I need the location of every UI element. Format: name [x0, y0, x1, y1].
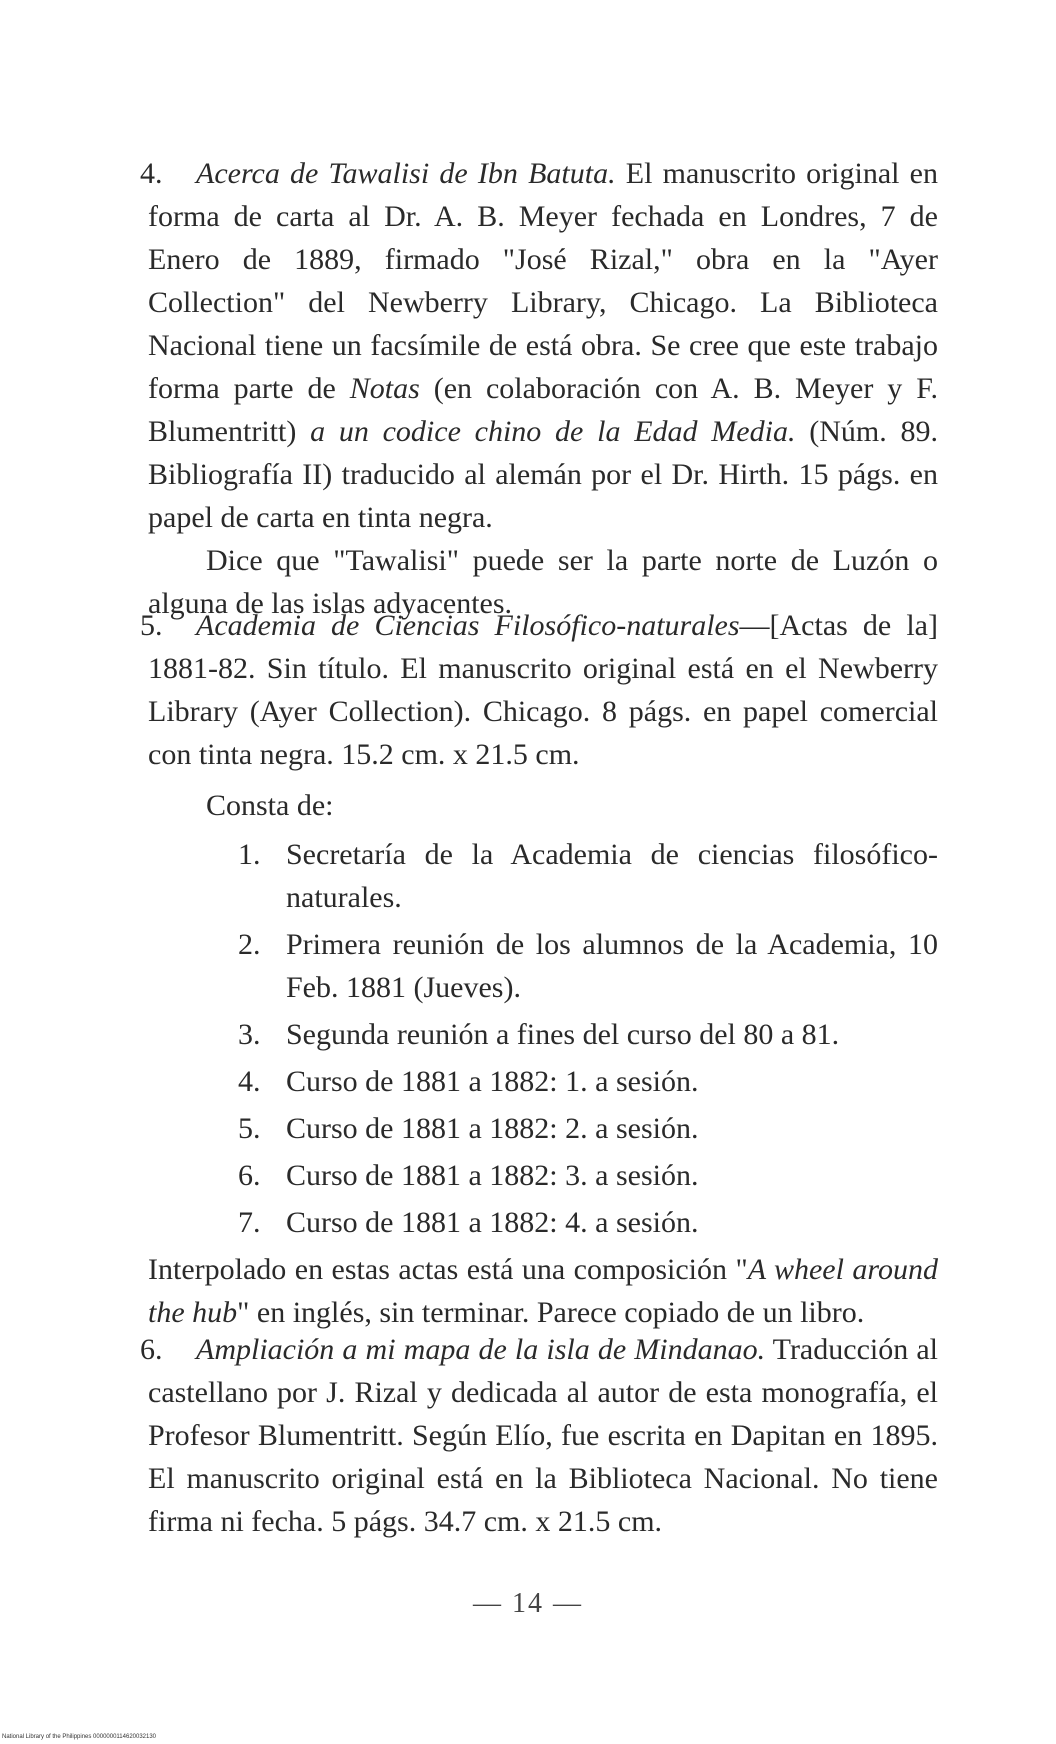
entry-title: Ampliación a mi mapa de la isla de Mindanao.	[196, 1333, 766, 1366]
entry-text: " en inglés, sin terminar. Parece copiado de un libro.	[237, 1296, 865, 1329]
list-item	[238, 1201, 938, 1244]
entry-text: (en colaboración con A. B. Meyer y F. Blumentritt)	[148, 372, 939, 448]
contents-list	[148, 833, 938, 1244]
entry-5-paragraph	[140, 604, 938, 776]
entry-number: 4.	[140, 157, 163, 190]
list-item-number: 6.	[238, 1159, 261, 1192]
list-item	[238, 833, 938, 919]
list-item-number: 4.	[238, 1065, 261, 1098]
list-item-text: Secretaría de la Academia de ciencias filosófico-naturales.	[286, 838, 938, 914]
entry-text: —[Actas de la] 1881-82. Sin título. El manuscrito original está en el Newberry Library (Ayer Collection). Chicago. 8 págs. en papel comercial con tinta negra. 15.2 cm. x 21.5 cm.	[148, 609, 938, 771]
list-item	[238, 1107, 938, 1150]
entry-text: El manuscrito original en forma de carta al Dr. A. B. Meyer fechada en Londres, 7 de Enero de 1889, firmado "José Rizal," obra en la "Ayer Collection" del Newberry Library, Chicago. La Biblioteca Nacional tiene un facsímile de está obra. Se cree que este trabajo forma parte de	[148, 157, 938, 405]
entry-number: 5.	[140, 609, 163, 642]
list-item-number: 7.	[238, 1206, 261, 1239]
entry-4	[140, 152, 939, 625]
contents-heading: Consta de:	[206, 789, 334, 822]
entry-5	[140, 604, 938, 1334]
list-item-text: Curso de 1881 a 1882: 2. a sesión.	[286, 1112, 699, 1145]
entry-text: Traducción al castellano por J. Rizal y dedicada al autor de esta monografía, el Profesor Blumentritt. Según Elío, fue escrita en Dapitan en 1895. El manuscrito original está en la Biblioteca Nacional. No tiene firma ni fecha. 5 págs. 34.7 cm. x 21.5 cm.	[148, 1333, 938, 1538]
entry-title-tertiary: a un codice chino de la Edad Media.	[310, 415, 796, 448]
list-item-number: 2.	[238, 928, 261, 961]
list-item-number: 3.	[238, 1018, 261, 1051]
list-item-text: Segunda reunión a fines del curso del 80 a 81.	[286, 1018, 840, 1051]
entry-text: (Núm. 89. Bibliografía II) traducido al alemán por el Dr. Hirth. 15 págs. en papel de carta en tinta negra.	[148, 415, 938, 534]
entry-title: Academia de Ciencias Filosófico-naturales	[196, 609, 740, 642]
entry-number: 6.	[140, 1333, 163, 1366]
footer-credit: National Library of the Philippines 0000000114620032130	[2, 1734, 157, 1740]
list-item-number: 5.	[238, 1112, 261, 1145]
entry-4-note: Dice que "Tawalisi" puede ser la parte norte de Luzón o alguna de las islas adyacentes.	[148, 544, 938, 620]
list-item-text: Primera reunión de los alumnos de la Academia, 10 Feb. 1881 (Jueves).	[286, 928, 938, 1004]
list-item-number: 1.	[238, 838, 261, 871]
entry-4-paragraph	[140, 152, 939, 539]
entry-title-secondary: Notas	[349, 372, 420, 405]
entry-5-closing	[148, 1248, 938, 1334]
page-number: — 14 —	[473, 1588, 583, 1619]
entry-title: Acerca de Tawalisi de Ibn Batuta.	[196, 157, 616, 190]
list-item	[238, 1013, 938, 1056]
list-item	[238, 1060, 938, 1103]
list-item	[238, 923, 938, 1009]
composition-title: A wheel around the hub	[148, 1253, 938, 1329]
entry-6	[140, 1328, 938, 1543]
list-item-text: Curso de 1881 a 1882: 1. a sesión.	[286, 1065, 699, 1098]
entry-6-paragraph	[140, 1328, 938, 1543]
list-item-text: Curso de 1881 a 1882: 4. a sesión.	[286, 1206, 699, 1239]
list-item-text: Curso de 1881 a 1882: 3. a sesión.	[286, 1159, 699, 1192]
list-item	[238, 1154, 938, 1197]
entry-text: Interpolado en estas actas está una composición "	[148, 1253, 748, 1286]
